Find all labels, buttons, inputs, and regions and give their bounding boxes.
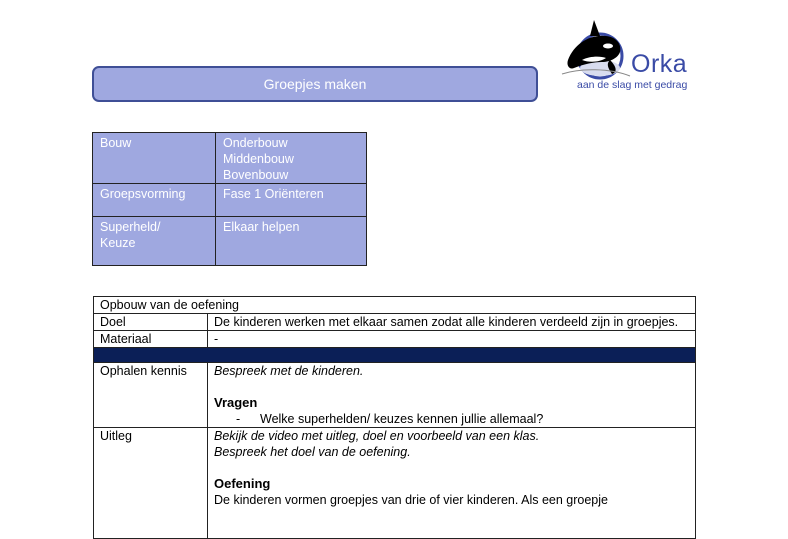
info-value xyxy=(216,133,367,184)
uitleg-line-2: Bespreek het doel van de oefening. xyxy=(214,445,411,459)
uitleg-label: Uitleg xyxy=(94,428,208,539)
exercise-header-row xyxy=(94,297,696,314)
uitleg-content xyxy=(208,428,696,539)
row-materiaal xyxy=(94,331,696,348)
info-key xyxy=(93,217,216,266)
oefening-text: De kinderen vormen groepjes van drie of vier kinderen. Als een groepje xyxy=(214,493,608,507)
uitleg-line-1: Bekijk de video met uitleg, doel en voorbeeld van een klas. xyxy=(214,429,540,443)
page-title: Groepjes maken xyxy=(92,66,538,102)
divider-bar-cell xyxy=(94,348,696,363)
materiaal-label: Materiaal xyxy=(94,331,208,348)
info-value-line: Middenbouw xyxy=(223,152,294,166)
vragen-item-text: Welke superhelden/ keuzes kennen jullie allemaal? xyxy=(260,412,544,426)
kennis-label: Ophalen kennis xyxy=(94,363,208,428)
info-value-line: Bovenbouw xyxy=(223,168,289,182)
kennis-intro: Bespreek met de kinderen. xyxy=(214,364,364,378)
oefening-heading: Oefening xyxy=(214,476,271,491)
logo-tagline: aan de slag met gedrag xyxy=(577,79,688,91)
row-uitleg xyxy=(94,428,696,539)
divider-bar xyxy=(94,348,696,363)
info-key: Groepsvorming xyxy=(93,184,216,217)
info-key: Bouw xyxy=(93,133,216,184)
doel-text: De kinderen werken met elkaar samen zodat alle kinderen verdeeld zijn in groepjes. xyxy=(208,314,696,331)
info-row-groepsvorming xyxy=(93,184,367,217)
row-doel xyxy=(94,314,696,331)
info-key-line: Superheld/ xyxy=(100,220,161,234)
exercise-header: Opbouw van de oefening xyxy=(94,297,696,314)
row-ophalen-kennis xyxy=(94,363,696,428)
vragen-bullet: - xyxy=(236,412,241,426)
logo-wordmark: Orka xyxy=(631,50,688,78)
info-row-bouw xyxy=(93,133,367,184)
vragen-heading: Vragen xyxy=(214,395,258,410)
info-value-line: Onderbouw xyxy=(223,136,288,150)
info-value: Fase 1 Oriënteren xyxy=(216,184,367,217)
doel-label: Doel xyxy=(94,314,208,331)
materiaal-text: - xyxy=(208,331,696,348)
exercise-table xyxy=(93,296,696,539)
info-row-superheld xyxy=(93,217,367,266)
info-key-line: Keuze xyxy=(100,236,136,250)
kennis-content xyxy=(208,363,696,428)
vragen-item xyxy=(214,411,689,427)
info-value: Elkaar helpen xyxy=(216,217,367,266)
info-table xyxy=(92,132,367,266)
